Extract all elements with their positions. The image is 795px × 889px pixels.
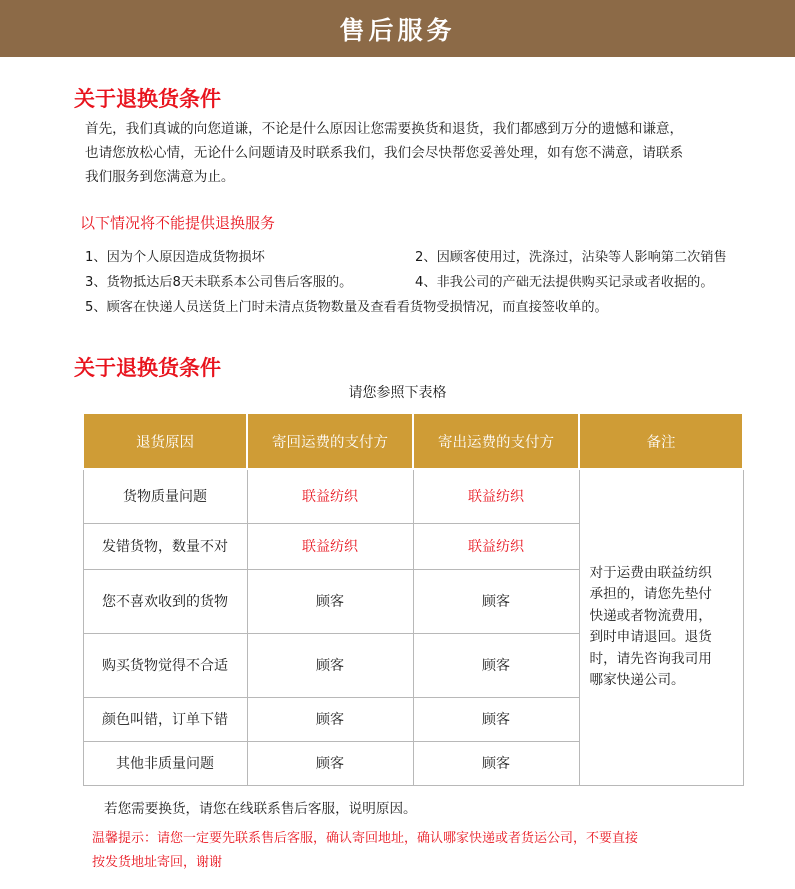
table-header-row bbox=[83, 413, 743, 469]
remark-line: 哪家快递公司。 bbox=[589, 672, 685, 689]
send-payer-cell: 联益纺织 bbox=[413, 469, 579, 523]
exclusion-item: 4、非我公司的产础无法提供购买记录或者收据的。 bbox=[415, 275, 714, 290]
reason-cell: 其他非质量问题 bbox=[83, 741, 247, 785]
return-payer-cell: 顾客 bbox=[247, 569, 413, 633]
send-payer-cell: 顾客 bbox=[413, 633, 579, 697]
reason-cell: 购买货物觉得不合适 bbox=[83, 633, 247, 697]
send-payer-cell: 联益纺织 bbox=[413, 523, 579, 569]
return-payer-cell: 联益纺织 bbox=[247, 469, 413, 523]
exclusion-item: 1、因为个人原因造成货物损坏 bbox=[85, 250, 265, 265]
return-payer-cell: 顾客 bbox=[247, 633, 413, 697]
header-reason: 退货原因 bbox=[83, 413, 247, 469]
intro-line: 也请您放松心情，无论什么问题请及时联系我们，我们会尽快帮您妥善处理，如有您不满意，请联系 bbox=[85, 145, 684, 161]
exchange-note: 若您需要换货，请您在线联系售后客服，说明原因。 bbox=[104, 801, 417, 817]
reason-cell: 发错货物，数量不对 bbox=[83, 523, 247, 569]
reason-cell: 货物质量问题 bbox=[83, 469, 247, 523]
page-title: 售后服务 bbox=[339, 15, 456, 45]
remark-line: 承担的，请您先垫付 bbox=[589, 586, 712, 603]
intro-line: 首先，我们真诚的向您道谦，不论是什么原因让您需要换货和退货，我们都感到万分的遗憾和谦意， bbox=[85, 121, 684, 137]
warm-reminder bbox=[92, 827, 772, 875]
exclusion-item: 2、因顾客使用过，洗涤过，沾染等人影响第二次销售 bbox=[415, 250, 727, 265]
remark-cell bbox=[579, 469, 743, 785]
section-title-return-conditions: 关于退换货条件 bbox=[74, 87, 221, 111]
remark-line: 时，请先咨询我司用 bbox=[589, 650, 712, 667]
table-row bbox=[83, 469, 743, 523]
return-payer-cell: 联益纺织 bbox=[247, 523, 413, 569]
intro-line: 我们服务到您满意为止。 bbox=[85, 169, 235, 185]
reason-cell: 颜色叫错，订单下错 bbox=[83, 697, 247, 741]
shipping-cost-table bbox=[82, 412, 744, 786]
remark-line: 快递或者物流费用， bbox=[589, 607, 712, 624]
remark-line: 到时申请退回。退货 bbox=[589, 629, 712, 646]
header-return-payer: 寄回运费的支付方 bbox=[247, 413, 413, 469]
exclusion-item: 3、货物抵达后8天未联系本公司售后客服的。 bbox=[85, 275, 353, 290]
return-payer-cell: 顾客 bbox=[247, 697, 413, 741]
header-remark: 备注 bbox=[579, 413, 743, 469]
table-caption: 请您参照下表格 bbox=[348, 385, 447, 401]
send-payer-cell: 顾客 bbox=[413, 741, 579, 785]
send-payer-cell: 顾客 bbox=[413, 697, 579, 741]
exclusions-subheading: 以下情况将不能提供退换服务 bbox=[80, 214, 276, 232]
reason-cell: 您不喜欢收到的货物 bbox=[83, 569, 247, 633]
exclusion-item: 5、顾客在快递人员送货上门时未清点货物数量及查看看货物受损情况，而直接签收单的。 bbox=[85, 300, 608, 315]
return-payer-cell: 顾客 bbox=[247, 741, 413, 785]
intro-paragraph bbox=[85, 117, 775, 189]
section-title-return-table: 关于退换货条件 bbox=[74, 356, 221, 380]
header-send-payer: 寄出运费的支付方 bbox=[413, 413, 579, 469]
remark-line: 对于运费由联益纺织 bbox=[589, 564, 712, 581]
warm-reminder-line: 温馨提示：请您一定要先联系售后客服，确认寄回地址，确认哪家快递或者货运公司，不要直接 bbox=[92, 831, 639, 846]
header-banner bbox=[0, 0, 795, 57]
send-payer-cell: 顾客 bbox=[413, 569, 579, 633]
warm-reminder-line: 按发货地址寄回，谢谢 bbox=[92, 855, 223, 870]
